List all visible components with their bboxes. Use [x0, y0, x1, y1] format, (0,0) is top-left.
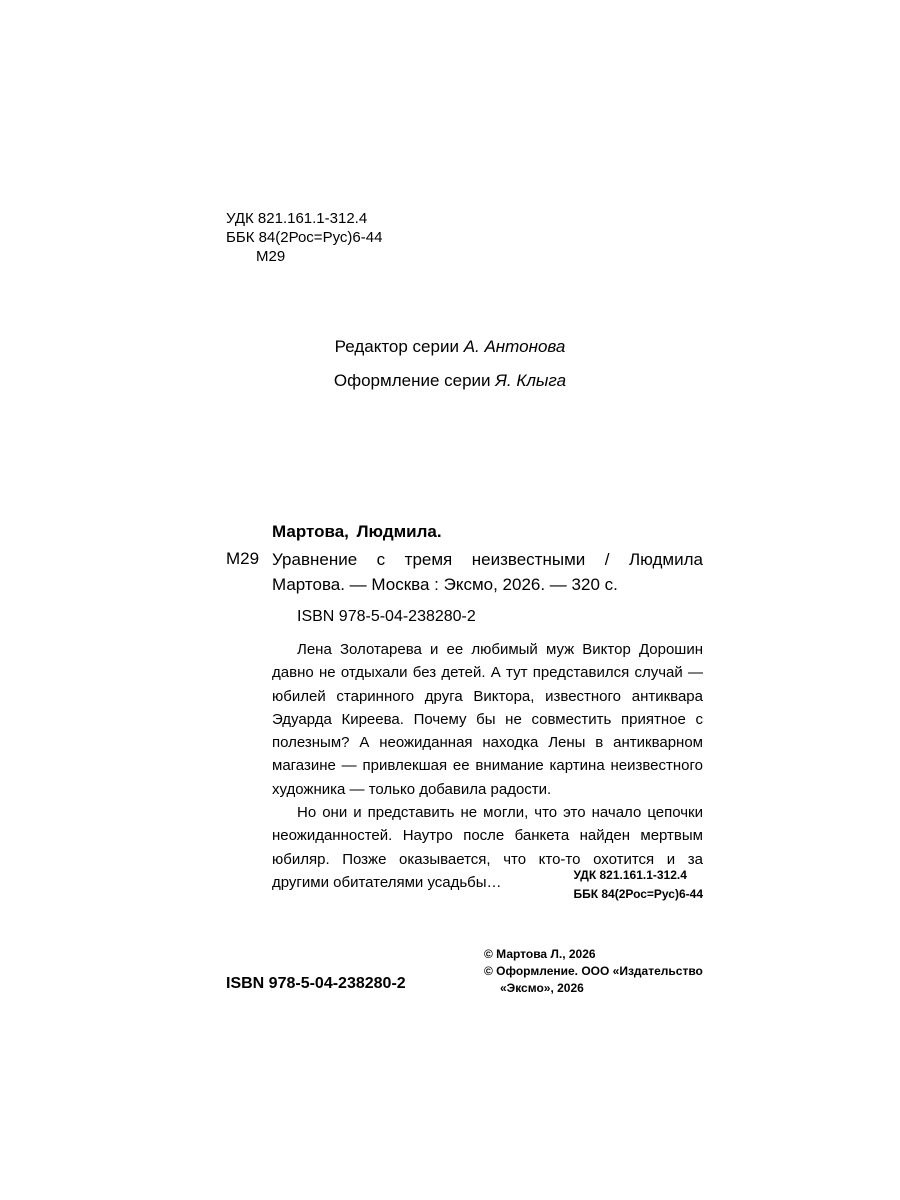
- classification-codes: [226, 209, 382, 266]
- isbn-footer: ISBN 978-5-04-238280-2: [226, 975, 406, 992]
- cutter-mark: М29: [226, 549, 260, 568]
- series-design-label: Оформление серии: [333, 371, 491, 390]
- author-heading: Мартова, Людмила.: [272, 522, 442, 541]
- series-design-name: Я. Клыга: [495, 371, 567, 390]
- bibliographic-description: Уравнение с тремя неизвестными / Людмила Мартова. — Москва : Эксмо, 2026. — 320 с.: [272, 550, 703, 594]
- bbk-code: ББК 84(2Рос=Рус)6-44: [226, 229, 383, 246]
- copyright-block: [484, 946, 703, 997]
- footer-udk-code: УДК 821.161.1-312.4: [573, 868, 687, 882]
- isbn-inline: ISBN 978-5-04-238280-2: [297, 608, 476, 625]
- author-cutter-code: М29: [256, 248, 286, 265]
- series-editor-credit: [0, 337, 900, 357]
- copyright-design: © Оформление. ООО «Издательство: [484, 964, 703, 978]
- footer-classification-codes: [573, 866, 703, 904]
- book-annotation: [272, 638, 703, 894]
- annotation-paragraph: Но они и представить не могли, что это начало цепочки неожиданностей. Наутро после банкета найден мертвым юбиляр. Позже оказывается, что кто-то охотится и за другими обитателями усадьбы…: [272, 804, 703, 891]
- copyright-author: © Мартова Л., 2026: [484, 947, 596, 961]
- udk-code: УДК 821.161.1-312.4: [226, 210, 368, 227]
- series-editor-name: А. Антонова: [463, 337, 566, 356]
- annotation-paragraph: Лена Золотарева и ее любимый муж Виктор Дорошин давно не отдыхали без детей. А тут представился случай — юбилей старинного друга Виктора, известного антиквара Эдуарда Киреева. Почему бы не совместить приятное с полезным? А неожиданная находка Лены в антикварном магазине — привлекшая ее внимание картина неизвестного художника — только добавила радости.: [272, 641, 703, 798]
- series-design-credit: [0, 371, 900, 391]
- series-editor-label: Редактор серии: [334, 337, 459, 356]
- footer-bbk-code: ББК 84(2Рос=Рус)6-44: [573, 887, 703, 901]
- copyright-publisher: «Эксмо», 2026: [500, 981, 584, 995]
